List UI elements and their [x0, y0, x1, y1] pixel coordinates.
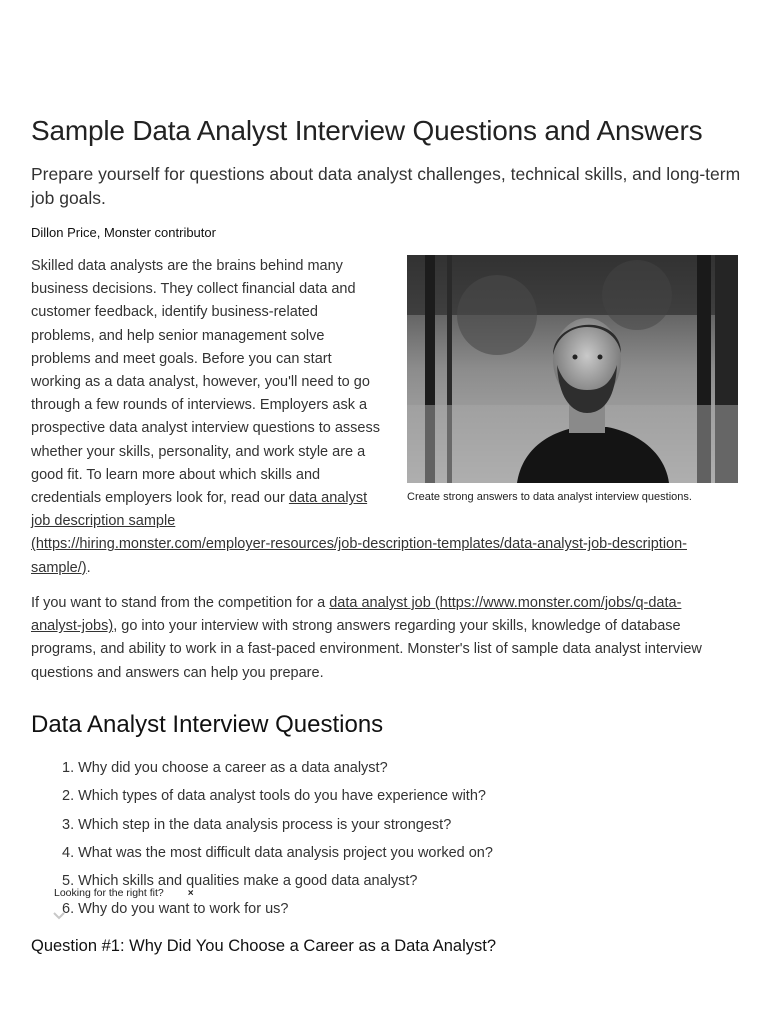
section-heading: Data Analyst Interview Questions — [31, 711, 384, 738]
intro-text: Skilled data analysts are the brains behind many business decisions. They collect financial data and customer feedback, identify business-related problems, and help senior management solve problems and meet goals. Before you can start working as a data analyst, however, you'll need to go through a few rounds of interviews. Employers ask a prospective data analyst interview questions to assess whether your skills, personality, and work style are a good fit. To learn more about which skills and credentials employers look for, read our — [31, 258, 380, 507]
page-title: Sample Data Analyst Interview Questions and Answers — [31, 115, 703, 146]
second-paragraph — [31, 592, 731, 685]
list-item: 2. Which types of data analyst tools do you have experience with? — [62, 788, 486, 805]
article-subtitle: Prepare yourself for questions about data analyst challenges, technical skills, and long-term job goals. — [31, 164, 741, 208]
second-text-before: If you want to stand from the competition for a — [31, 595, 330, 611]
fit-prompt[interactable] — [54, 887, 194, 899]
data-analyst-job-link[interactable]: data analyst job (https://www.monster.com/jobs/q-data-analyst-jobs) — [31, 595, 682, 635]
intro-paragraph — [31, 255, 741, 580]
job-description-sample-link[interactable]: data analyst job description sample (https://hiring.monster.com/employer-resources/job-description-templates/data-analyst-job-description-sample/) — [31, 490, 687, 576]
list-item: 3. Which step in the data analysis process is your strongest? — [62, 816, 452, 833]
fit-prompt-label: Looking for the right fit? — [54, 887, 164, 899]
image-caption: Create strong answers to data analyst interview questions. — [407, 491, 692, 503]
byline: Dillon Price, Monster contributor — [31, 225, 216, 240]
list-item: 4. What was the most difficult data analysis project you worked on? — [62, 844, 493, 861]
question-1-heading: Question #1: Why Did You Choose a Career as a Data Analyst? — [31, 937, 497, 955]
list-item: 6. Why do you want to work for us? — [62, 901, 289, 918]
list-item: 5. Which skills and qualities make a good data analyst? — [62, 873, 418, 890]
list-item: 1. Why did you choose a career as a data analyst? — [62, 760, 388, 776]
second-text-after: , go into your interview with strong answers regarding your skills, knowledge of database programs, and ability to work in a fast-paced environment. Monster's list of sample data analyst interview questions and answers can help you prepare. — [31, 618, 702, 681]
intro-end: . — [86, 559, 91, 576]
chevron-down-icon[interactable] — [52, 910, 66, 920]
close-icon[interactable]: × — [187, 888, 194, 899]
